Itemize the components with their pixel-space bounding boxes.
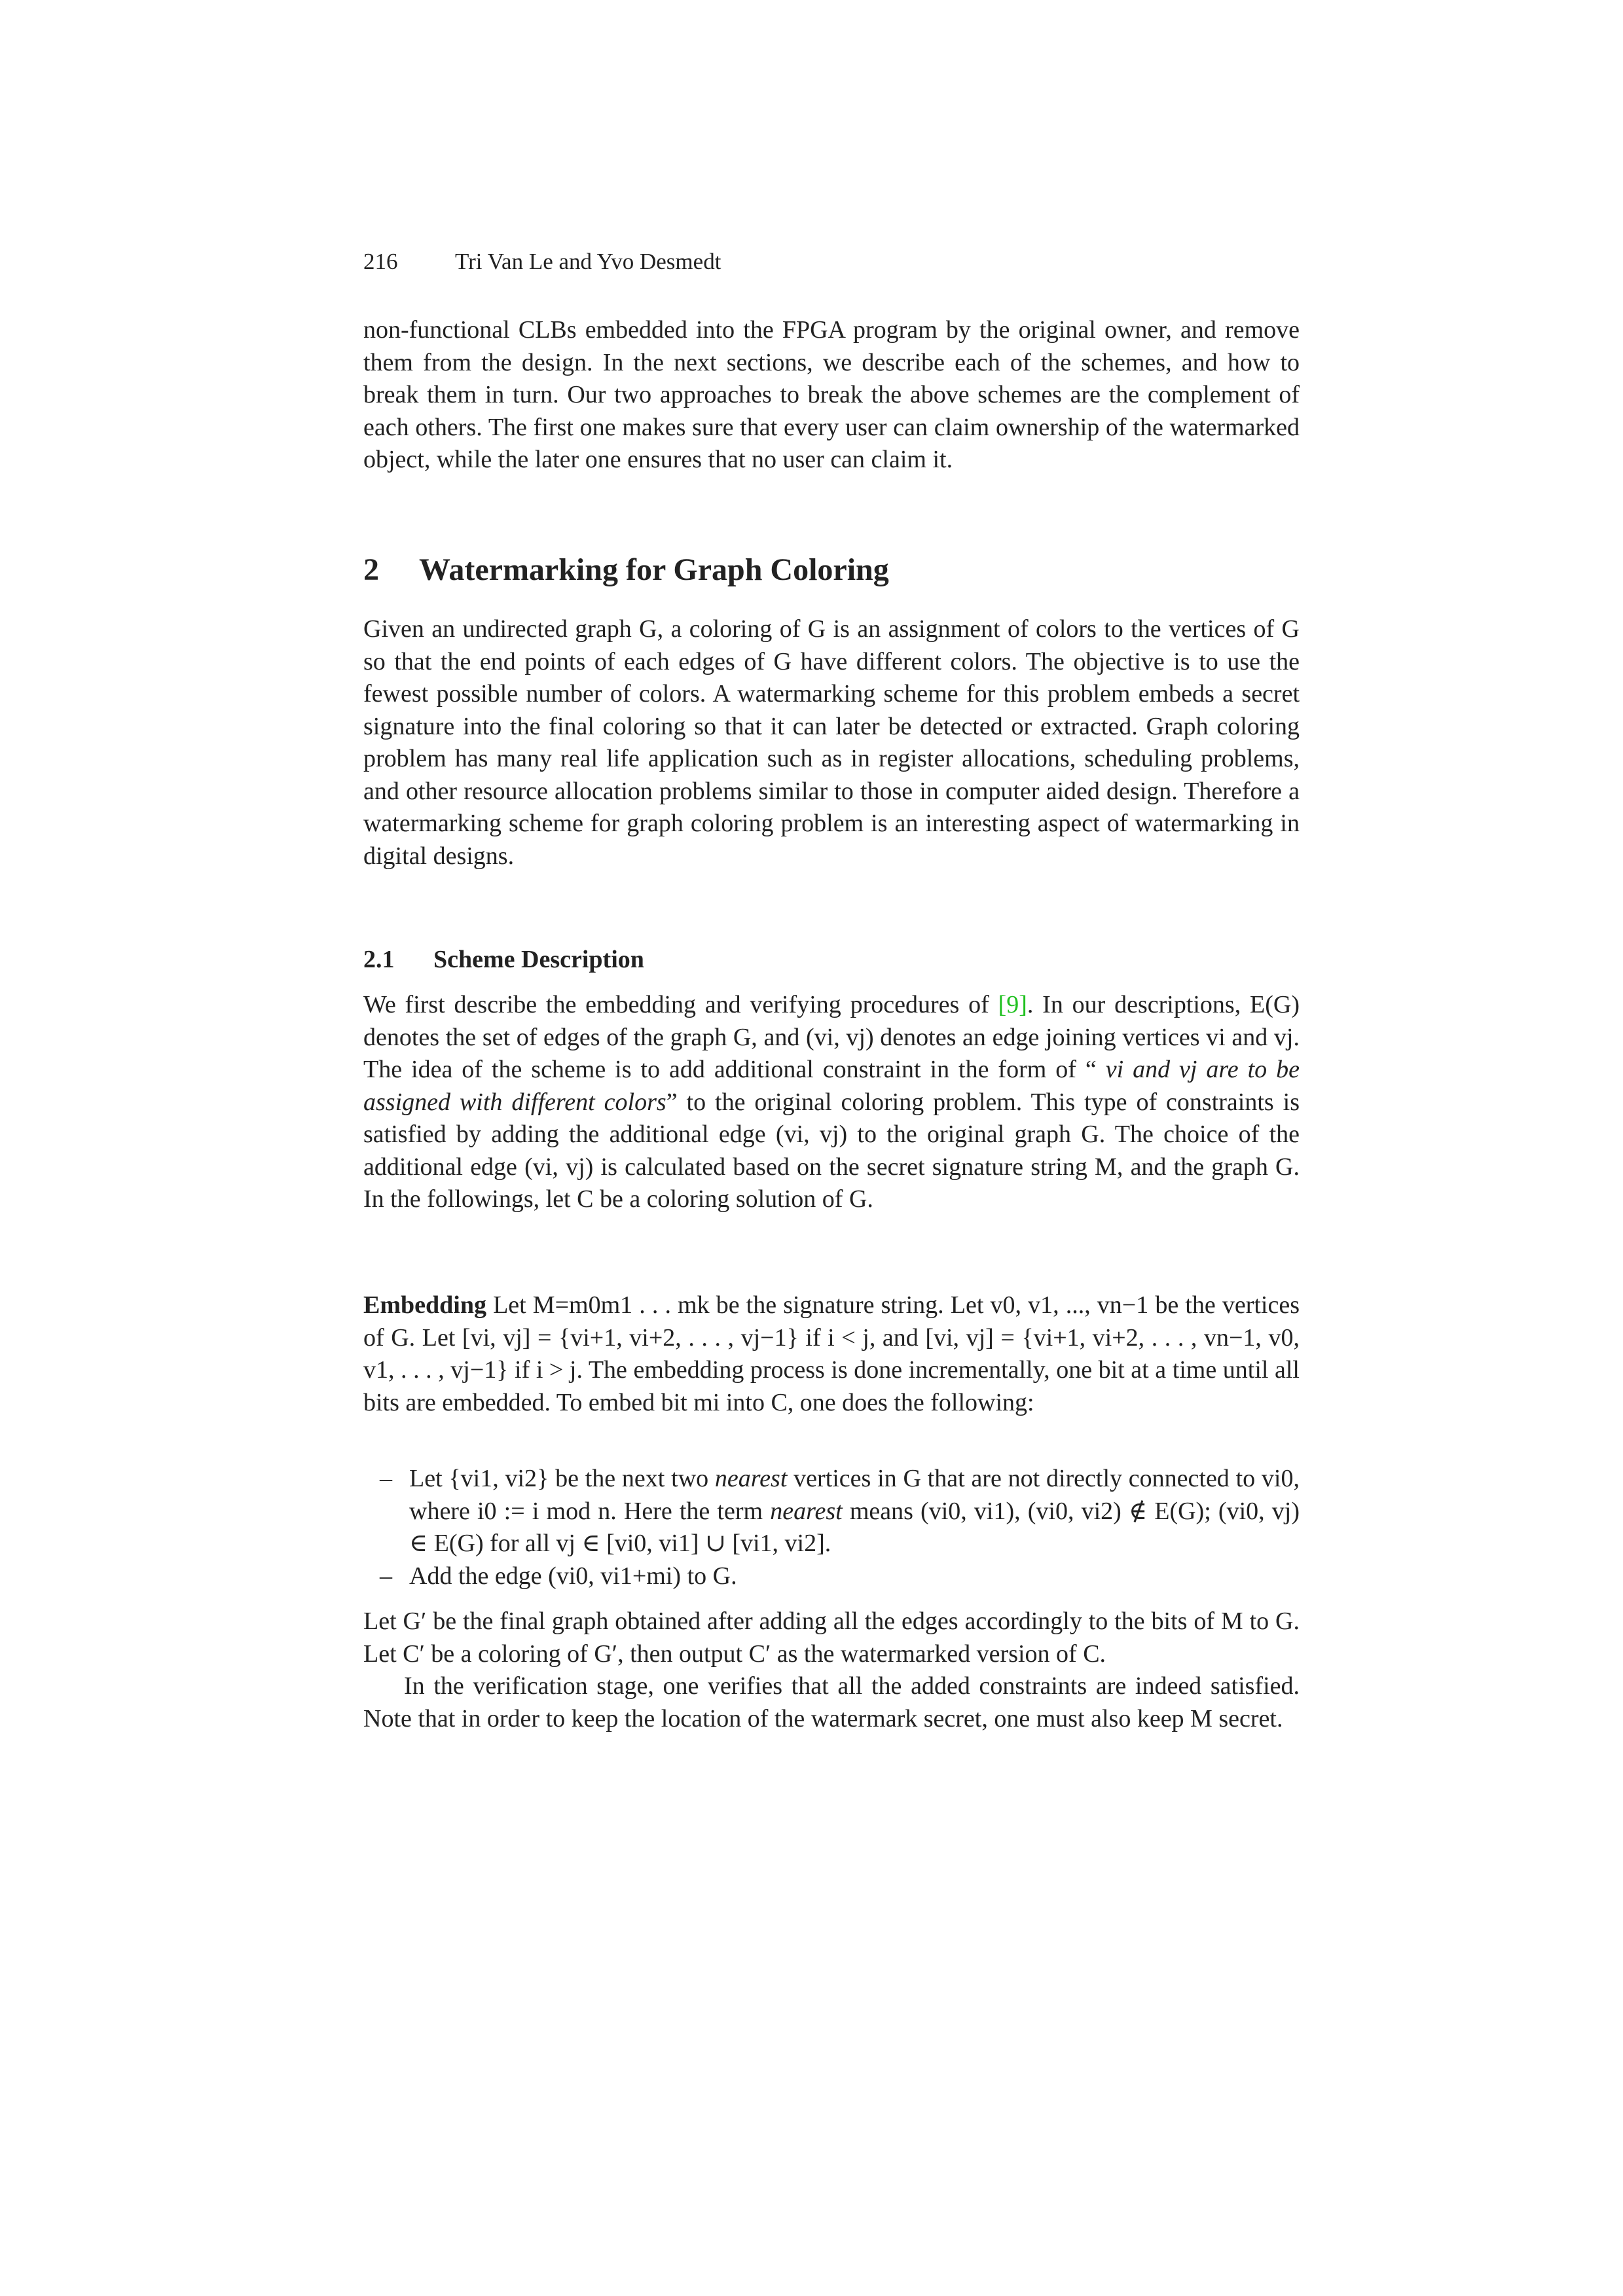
intro-paragraph: non-functional CLBs embedded into the FPGA program by the original owner, and remove them from the design. In the next sections, we describe each of the schemes, and how to break them in turn. Our two approaches to break the above schemes are the complement of each others. The first one makes sure that every user can claim ownership of the watermarked object, while the later one ensures that no user can claim it. bbox=[363, 316, 1300, 473]
scheme-text-b: . In our descriptions, E(G) denotes the set of edges of the graph G, and (vi, vj) denotes an edge joining vertices vi and vj. The idea of the scheme is to add additional constraint in the form of “ bbox=[363, 991, 1300, 1083]
scheme-text-italic: vi and vj are to be assigned with different colors bbox=[363, 1056, 1300, 1116]
page-number: 216 bbox=[363, 249, 398, 274]
subsection-heading bbox=[363, 944, 1300, 975]
list-item-emphasis: nearest bbox=[770, 1497, 843, 1525]
list-item-text: Add the edge (vi0, vi1+mi) to G. bbox=[409, 1562, 737, 1590]
embedding-paragraph bbox=[363, 1289, 1300, 1419]
subsection-title: Scheme Description bbox=[433, 946, 644, 973]
section-number: 2 bbox=[363, 552, 379, 587]
subsection-number: 2.1 bbox=[363, 946, 395, 973]
list-item-text: Let {vi1, vi2} be the next two bbox=[409, 1465, 715, 1492]
scheme-text-c: ” to the original coloring problem. This type of constraints is satisfied by adding the additional edge (vi, vj) to the original graph G. The choice of the additional edge (vi, vj) is calculated based on the secret signature string M, and the graph G. In the followings, let C be a coloring solution of G. bbox=[363, 1088, 1300, 1213]
section-title: Watermarking for Graph Coloring bbox=[419, 552, 889, 587]
section-paragraph: Given an undirected graph G, a coloring of G is an assignment of colors to the vertices of G so that the end points of each edges of G have different colors. The objective is to use the fewest possible number of colors. A watermarking scheme for this problem embeds a secret signature into the final coloring so that it can later be detected or extracted. Graph coloring problem has many real life application such as in register allocations, scheduling problems, and other resource allocation problems similar to those in computer aided design. Therefore a watermarking scheme for graph coloring problem is an interesting aspect of watermarking in digital designs. bbox=[363, 615, 1300, 870]
scheme-text-a: We first describe the embedding and verifying procedures of bbox=[363, 991, 998, 1018]
running-head bbox=[363, 249, 721, 275]
running-head-authors: Tri Van Le and Yvo Desmedt bbox=[455, 249, 721, 274]
embedding-label: Embedding bbox=[363, 1291, 486, 1319]
list-item-text: means (vi0, vi1), (vi0, vi2) ∉ E(G); (vi0, vj) ∈ E(G) for all vj ∈ [vi0, vi1] ∪ [vi1, vi2]. bbox=[409, 1497, 1300, 1557]
list-dash: – bbox=[380, 1562, 392, 1590]
list-item-emphasis: nearest bbox=[714, 1465, 788, 1492]
closing-paragraphs bbox=[363, 1605, 1300, 1735]
section-heading bbox=[363, 552, 1300, 588]
list-item bbox=[380, 1560, 1300, 1593]
closing-paragraph-2: In the verification stage, one verifies that all the added constraints are indeed satisfied. Note that in order to keep the location of the watermark secret, one must also keep M secret. bbox=[363, 1672, 1300, 1732]
list-item bbox=[380, 1463, 1300, 1560]
list-item-text: vertices in G that are not directly connected to vi0, where i0 := i mod n. Here the term bbox=[409, 1465, 1300, 1525]
embedding-text: Let M=m0m1 . . . mk be the signature string. Let v0, v1, ..., vn−1 be the vertices of G. Let [vi, vj] = {vi+1, vi+2, . . . , vj−1} if i < j, and [vi, vj] = {vi+1, vi+2, . . . , vn−1, v0, v1, . . . , vj−1} if i > j. The embedding process is done incrementally, one bit at a time until all bits are embedded. To embed bit mi into C, one does the following: bbox=[363, 1291, 1300, 1416]
list-dash: – bbox=[380, 1465, 392, 1492]
embedding-steps bbox=[380, 1463, 1300, 1592]
scheme-paragraph bbox=[363, 989, 1300, 1216]
citation-link[interactable]: [9] bbox=[998, 991, 1027, 1018]
closing-paragraph-1: Let G′ be the final graph obtained after adding all the edges accordingly to the bits of M to G. Let C′ be a coloring of G′, then output C′ as the watermarked version of C. bbox=[363, 1607, 1300, 1668]
